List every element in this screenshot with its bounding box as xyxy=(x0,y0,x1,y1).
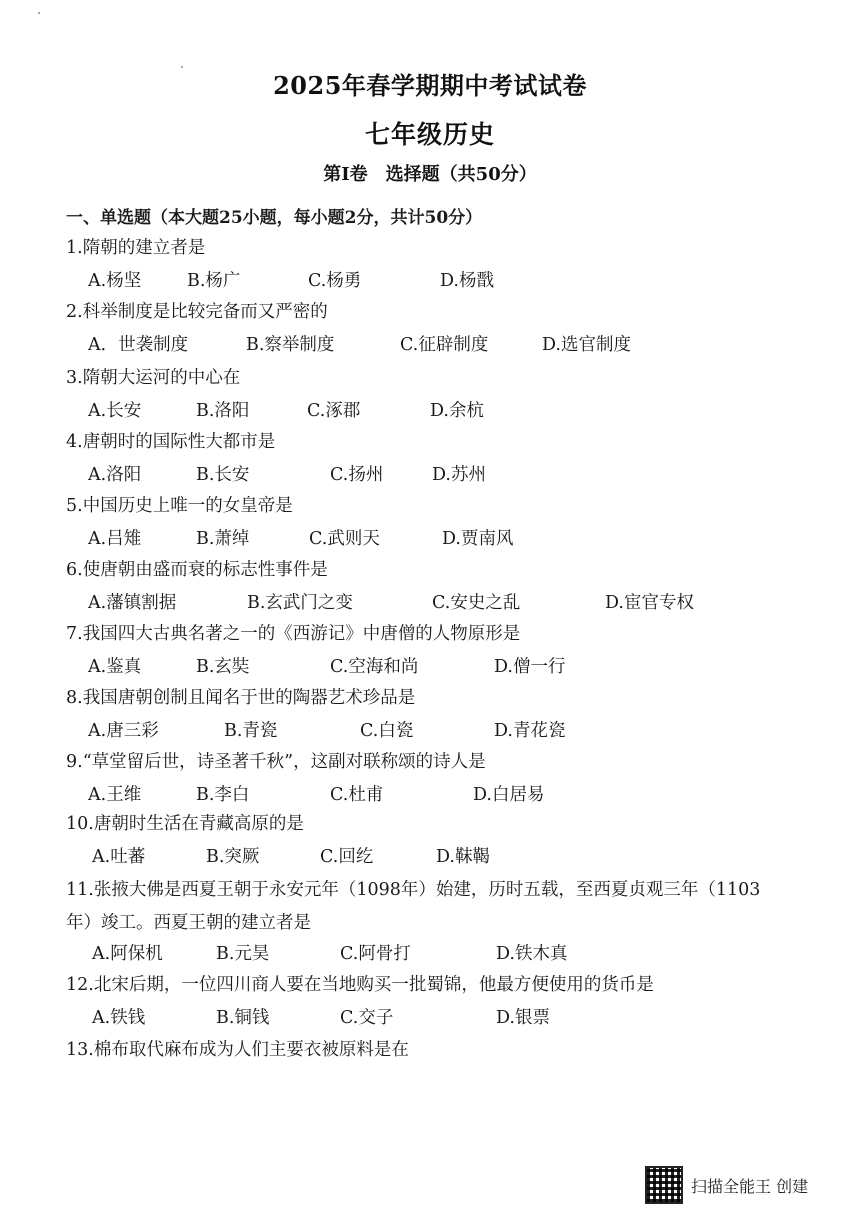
question-stem: 3.隋朝大运河的中心在 xyxy=(66,368,241,388)
option-c: C.回纥 xyxy=(320,847,374,867)
option-c: C.征辟制度 xyxy=(400,335,489,355)
option-a: A.吐蕃 xyxy=(92,847,146,867)
option-a: A.洛阳 xyxy=(88,465,142,485)
question-stem: 11.张掖大佛是西夏王朝于永安元年（1098年）始建，历时五载，至西夏贞观三年（1103年）竣工。西夏王朝的建立者是 xyxy=(66,880,761,933)
option-a: A.藩镇割据 xyxy=(88,593,177,613)
option-d: D.余杭 xyxy=(430,401,484,421)
option-b: B.长安 xyxy=(196,465,250,485)
option-b: B.玄奘 xyxy=(196,657,250,677)
question-stem: 8.我国唐朝创制且闻名于世的陶器艺术珍品是 xyxy=(66,688,416,708)
question-stem: 12.北宋后期，一位四川商人要在当地购买一批蜀锦，他最方便使用的货币是 xyxy=(66,975,654,995)
question-stem: 6.使唐朝由盛而衰的标志性事件是 xyxy=(66,560,328,580)
option-b: B.萧绰 xyxy=(196,529,250,549)
question-stem: 2.科举制度是比较完备而又严密的 xyxy=(66,302,328,322)
option-a: A.杨坚 xyxy=(88,271,142,291)
option-a: A.王维 xyxy=(88,785,142,805)
option-c: C.杜甫 xyxy=(330,785,384,805)
question-stem: 1.隋朝的建立者是 xyxy=(66,238,206,258)
option-b: B.玄武门之变 xyxy=(247,593,353,613)
option-c: C.白瓷 xyxy=(360,721,414,741)
option-b: B.李白 xyxy=(196,785,250,805)
option-d: D.杨戬 xyxy=(440,271,494,291)
option-b: B.铜钱 xyxy=(216,1008,270,1028)
option-d: D.宦官专权 xyxy=(605,593,694,613)
option-a: A.鉴真 xyxy=(88,657,142,677)
option-d: D.苏州 xyxy=(432,465,486,485)
question-stem: 10.唐朝时生活在青藏高原的是 xyxy=(66,814,304,834)
option-c: C.涿郡 xyxy=(307,401,361,421)
option-a: A.阿保机 xyxy=(92,944,163,964)
option-d: D.靺鞨 xyxy=(436,847,490,867)
option-a: A.吕雉 xyxy=(88,529,142,549)
option-c: C.安史之乱 xyxy=(432,593,521,613)
exam-subtitle: 七年级历史 xyxy=(364,120,495,149)
option-a: A.铁钱 xyxy=(92,1008,146,1028)
option-b: B.突厥 xyxy=(206,847,260,867)
scan-speck xyxy=(38,12,40,14)
section-heading: 一、单选题（本大题25小题，每小题2分，共计50分） xyxy=(66,208,483,228)
option-b: B.洛阳 xyxy=(196,401,250,421)
option-d: D.青花瓷 xyxy=(494,721,566,741)
option-a: A.唐三彩 xyxy=(88,721,159,741)
option-c: C.空海和尚 xyxy=(330,657,419,677)
option-b: B.杨广 xyxy=(187,271,241,291)
option-c: C.扬州 xyxy=(330,465,384,485)
qr-code-icon xyxy=(645,1166,683,1204)
question-stem: 5.中国历史上唯一的女皇帝是 xyxy=(66,496,293,516)
option-d: D.白居易 xyxy=(473,785,545,805)
option-d: D.选官制度 xyxy=(542,335,631,355)
question-stem: 4.唐朝时的国际性大都市是 xyxy=(66,432,276,452)
scanner-watermark xyxy=(645,1165,845,1205)
option-d: D.铁木真 xyxy=(496,944,568,964)
option-d: D.银票 xyxy=(496,1008,550,1028)
option-c: C.武则天 xyxy=(309,529,380,549)
option-c: C.杨勇 xyxy=(308,271,362,291)
option-b: B.青瓷 xyxy=(224,721,278,741)
option-b: B.察举制度 xyxy=(246,335,335,355)
option-a: A.长安 xyxy=(88,401,142,421)
option-a: A．世袭制度 xyxy=(88,335,189,355)
question-stem: 9.“草堂留后世，诗圣著千秋”，这副对联称颂的诗人是 xyxy=(66,752,486,772)
option-c: C.阿骨打 xyxy=(340,944,411,964)
question-stem: 13.棉布取代麻布成为人们主要衣被原料是在 xyxy=(66,1040,409,1060)
part-heading: 第Ⅰ卷 选择题（共50分） xyxy=(323,164,537,185)
watermark-text: 扫描全能王 创建 xyxy=(691,1176,809,1196)
option-b: B.元昊 xyxy=(216,944,270,964)
option-d: D.贾南风 xyxy=(442,529,514,549)
exam-title: 2025年春学期期中考试试卷 xyxy=(273,71,587,100)
question-stem: 7.我国四大古典名著之一的《西游记》中唐僧的人物原形是 xyxy=(66,624,521,644)
option-c: C.交子 xyxy=(340,1008,394,1028)
option-d: D.僧一行 xyxy=(494,657,566,677)
